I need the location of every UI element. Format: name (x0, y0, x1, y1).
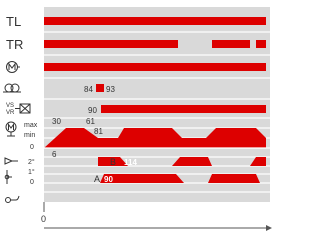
pedal-a-label: A (94, 174, 101, 184)
motor-icon (7, 62, 21, 73)
gear-b-label: B (110, 157, 117, 167)
axis-origin-label: 0 (41, 214, 47, 224)
motor-speed-icon (6, 122, 16, 136)
label-speed-zero: 0 (30, 144, 34, 151)
label-gear-1: 1° (28, 169, 35, 176)
value-90-valve: 90 (88, 106, 97, 115)
bar-rollers (96, 84, 104, 92)
label-max: max (24, 122, 38, 129)
bar-valve (101, 105, 266, 113)
gear-b-value: 114 (124, 158, 137, 167)
bar-tr-1 (44, 40, 178, 48)
value-61: 61 (86, 117, 95, 126)
label-gear-2: 2° (28, 159, 35, 166)
grid-background (44, 7, 270, 202)
value-84: 84 (84, 85, 93, 94)
pedal-a-value: 90 (104, 175, 113, 184)
speed-profile (44, 128, 266, 148)
label-tl: TL (6, 14, 22, 29)
label-vs: VS (6, 103, 15, 109)
gear-lever-icon (5, 158, 18, 184)
label-vr: VR (6, 110, 15, 116)
valve-icon (15, 104, 30, 113)
bar-tr-2 (212, 40, 250, 48)
value-81: 81 (94, 127, 103, 136)
bar-motor (44, 63, 266, 71)
value-30: 30 (52, 117, 61, 126)
bar-tr-3 (256, 40, 266, 48)
pedal-icon (6, 196, 20, 203)
bar-tl (44, 17, 266, 25)
label-min: min (24, 132, 36, 139)
rollers-icon (3, 84, 21, 92)
value-6: 6 (52, 150, 57, 159)
label-tr: TR (6, 37, 24, 52)
value-93: 93 (106, 85, 115, 94)
label-gear-0: 0 (30, 179, 34, 186)
